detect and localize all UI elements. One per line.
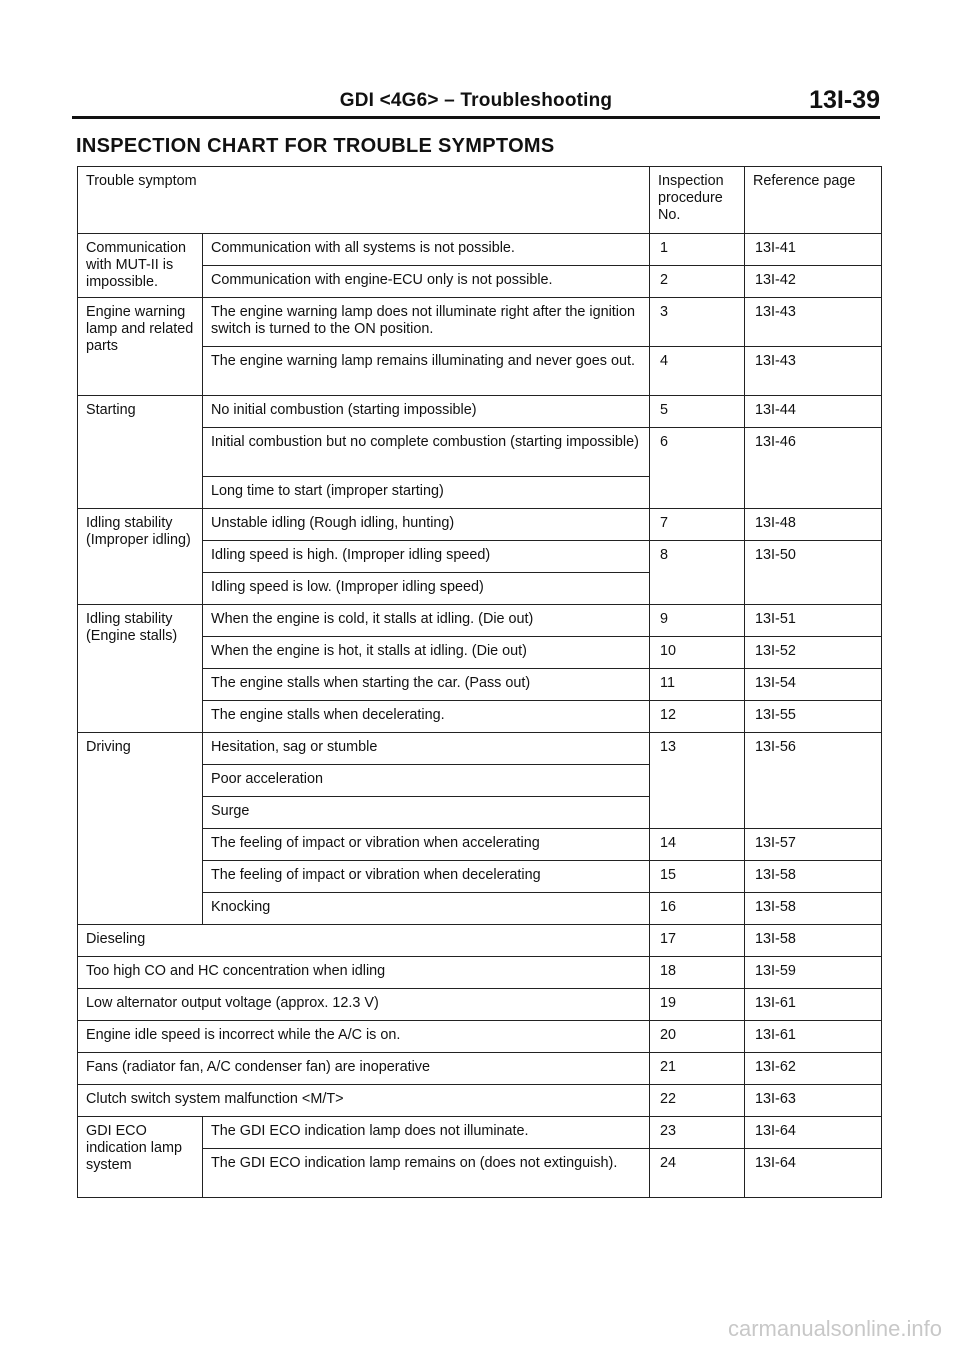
procedure-cell: 14 [650,829,745,861]
symptom-cell: Poor acceleration [203,765,650,797]
table-row [78,234,882,266]
procedure-cell: 15 [650,861,745,893]
symptom-cell: The feeling of impact or vibration when accelerating [203,829,650,861]
symptom-cell: The engine stalls when starting the car. (Pass out) [203,669,650,701]
symptom-cell: Too high CO and HC concentration when idling [78,957,650,989]
reference-cell: 13I-59 [745,957,882,989]
reference-cell: 13I-61 [745,1021,882,1053]
table-row [78,1085,882,1117]
table-row [78,605,882,637]
symptom-cell: Surge [203,797,650,829]
procedure-cell: 22 [650,1085,745,1117]
reference-cell: 13I-63 [745,1085,882,1117]
symptom-cell: Hesitation, sag or stumble [203,733,650,765]
reference-cell: 13I-46 [745,428,882,509]
procedure-cell: 21 [650,1053,745,1085]
reference-cell: 13I-41 [745,234,882,266]
procedure-cell: 5 [650,396,745,428]
header-inspection-procedure: Inspection procedure No. [650,167,745,234]
table-row [78,925,882,957]
reference-cell: 13I-58 [745,893,882,925]
table-row [78,1021,882,1053]
symptom-cell: The GDI ECO indication lamp remains on (does not extinguish). [203,1149,650,1198]
group-idling-stalls: Idling stability (Engine stalls) [78,605,203,733]
procedure-cell: 19 [650,989,745,1021]
symptom-cell: Communication with engine-ECU only is not possible. [203,266,650,298]
symptom-cell: Idling speed is low. (Improper idling speed) [203,573,650,605]
reference-cell: 13I-44 [745,396,882,428]
symptom-cell: Communication with all systems is not possible. [203,234,650,266]
procedure-cell: 20 [650,1021,745,1053]
procedure-cell: 13 [650,733,745,829]
procedure-cell: 4 [650,347,745,396]
reference-cell: 13I-64 [745,1149,882,1198]
reference-cell: 13I-43 [745,298,882,347]
section-title: GDI <4G6> – Troubleshooting [339,90,613,111]
procedure-cell: 9 [650,605,745,637]
inspection-chart-table [77,166,882,1198]
reference-cell: 13I-62 [745,1053,882,1085]
reference-cell: 13I-55 [745,701,882,733]
reference-cell: 13I-51 [745,605,882,637]
symptom-cell: Initial combustion but no complete combustion (starting impossible) [203,428,650,477]
reference-cell: 13I-58 [745,925,882,957]
procedure-cell: 3 [650,298,745,347]
symptom-cell: No initial combustion (starting impossible) [203,396,650,428]
header-trouble-symptom: Trouble symptom [78,167,650,234]
symptom-cell: The engine warning lamp does not illuminate right after the ignition switch is turned to the ON position. [203,298,650,347]
procedure-cell: 10 [650,637,745,669]
procedure-cell: 18 [650,957,745,989]
symptom-cell: When the engine is hot, it stalls at idling. (Die out) [203,637,650,669]
procedure-cell: 23 [650,1117,745,1149]
procedure-cell: 11 [650,669,745,701]
symptom-cell: Engine idle speed is incorrect while the A/C is on. [78,1021,650,1053]
table-header-row [78,167,882,234]
group-driving: Driving [78,733,203,925]
procedure-cell: 8 [650,541,745,605]
symptom-cell: Low alternator output voltage (approx. 12.3 V) [78,989,650,1021]
reference-cell: 13I-58 [745,861,882,893]
table-row [78,989,882,1021]
watermark-text: carmanualsonline.info [727,1316,942,1341]
reference-cell: 13I-42 [745,266,882,298]
table-row [78,298,882,347]
header-reference-page: Reference page [745,167,882,234]
symptom-cell: The feeling of impact or vibration when decelerating [203,861,650,893]
symptom-cell: The GDI ECO indication lamp does not illuminate. [203,1117,650,1149]
group-idling-improper: Idling stability (Improper idling) [78,509,203,605]
reference-cell: 13I-48 [745,509,882,541]
symptom-cell: Idling speed is high. (Improper idling speed) [203,541,650,573]
reference-cell: 13I-43 [745,347,882,396]
symptom-cell: Fans (radiator fan, A/C condenser fan) are inoperative [78,1053,650,1085]
symptom-cell: The engine stalls when decelerating. [203,701,650,733]
procedure-cell: 24 [650,1149,745,1198]
symptom-cell: Long time to start (improper starting) [203,477,650,509]
symptom-cell: Dieseling [78,925,650,957]
page-number: 13I-39 [809,86,880,114]
reference-cell: 13I-54 [745,669,882,701]
table-row [78,1117,882,1149]
symptom-cell: When the engine is cold, it stalls at idling. (Die out) [203,605,650,637]
chart-heading: INSPECTION CHART FOR TROUBLE SYMPTOMS [76,135,555,157]
reference-cell: 13I-52 [745,637,882,669]
group-gdi-eco: GDI ECO indication lamp system [78,1117,203,1198]
procedure-cell: 16 [650,893,745,925]
reference-cell: 13I-56 [745,733,882,829]
group-starting: Starting [78,396,203,509]
reference-cell: 13I-64 [745,1117,882,1149]
symptom-cell: Knocking [203,893,650,925]
procedure-cell: 2 [650,266,745,298]
table-row [78,509,882,541]
procedure-cell: 1 [650,234,745,266]
table-row [78,957,882,989]
table-row [78,1053,882,1085]
table-row [78,733,882,765]
reference-cell: 13I-50 [745,541,882,605]
group-communication: Communication with MUT-II is impossible. [78,234,203,298]
page-header [72,86,880,119]
procedure-cell: 12 [650,701,745,733]
table-row [78,396,882,428]
symptom-cell: Clutch switch system malfunction <M/T> [78,1085,650,1117]
group-engine-warning: Engine warning lamp and related parts [78,298,203,396]
reference-cell: 13I-61 [745,989,882,1021]
reference-cell: 13I-57 [745,829,882,861]
procedure-cell: 6 [650,428,745,509]
symptom-cell: The engine warning lamp remains illuminating and never goes out. [203,347,650,396]
procedure-cell: 17 [650,925,745,957]
procedure-cell: 7 [650,509,745,541]
symptom-cell: Unstable idling (Rough idling, hunting) [203,509,650,541]
